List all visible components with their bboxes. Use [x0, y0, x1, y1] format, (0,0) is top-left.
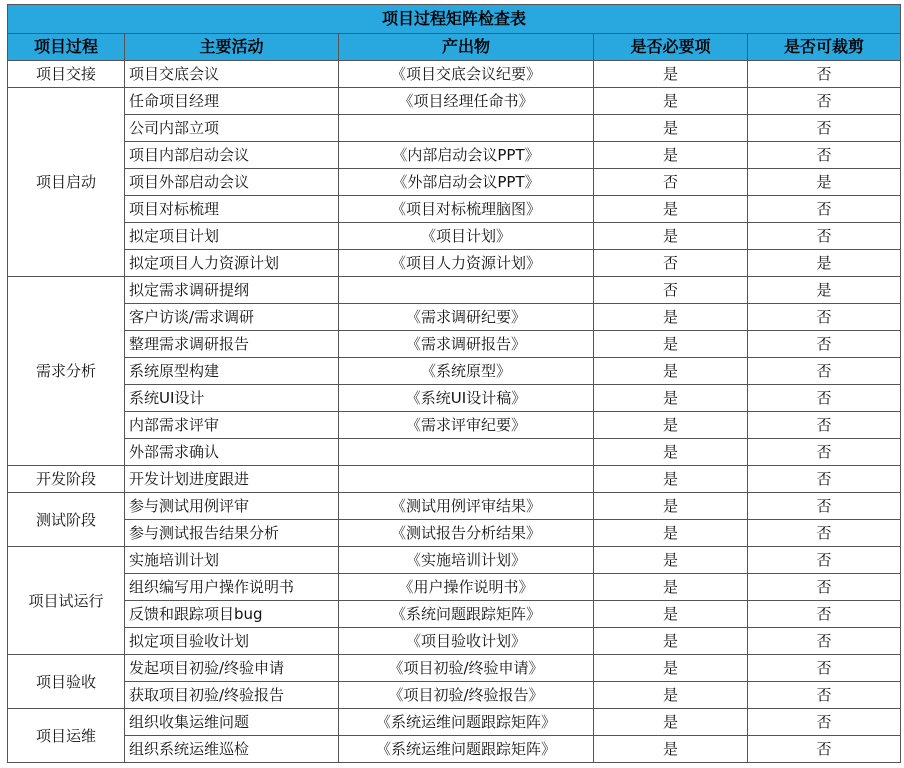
output-cell: 《内部启动会议PPT》 [339, 142, 594, 169]
tailorable-cell: 否 [748, 520, 901, 547]
activity-cell: 项目外部启动会议 [125, 169, 339, 196]
tailorable-cell: 否 [748, 601, 901, 628]
header-required: 是否必要项 [594, 34, 748, 61]
activity-cell: 内部需求评审 [125, 412, 339, 439]
output-cell: 《系统问题跟踪矩阵》 [339, 601, 594, 628]
tailorable-cell: 是 [748, 169, 901, 196]
activity-cell: 获取项目初验/终验报告 [125, 682, 339, 709]
output-cell [339, 277, 594, 304]
output-cell: 《需求调研报告》 [339, 331, 594, 358]
activity-cell: 项目对标梳理 [125, 196, 339, 223]
header-phase: 项目过程 [8, 34, 125, 61]
tailorable-cell: 否 [748, 466, 901, 493]
activity-cell: 整理需求调研报告 [125, 331, 339, 358]
required-cell: 是 [594, 520, 748, 547]
table-row [8, 223, 901, 250]
output-cell: 《项目初验/终验报告》 [339, 682, 594, 709]
required-cell: 是 [594, 115, 748, 142]
tailorable-cell: 否 [748, 115, 901, 142]
output-cell: 《项目对标梳理脑图》 [339, 196, 594, 223]
table-row [8, 439, 901, 466]
table-row [8, 736, 901, 763]
tailorable-cell: 否 [748, 196, 901, 223]
header-output: 产出物 [339, 34, 594, 61]
tailorable-cell: 是 [748, 277, 901, 304]
table-row [8, 250, 901, 277]
table-row [8, 196, 901, 223]
tailorable-cell: 否 [748, 709, 901, 736]
output-cell [339, 466, 594, 493]
activity-cell: 发起项目初验/终验申请 [125, 655, 339, 682]
header-activity: 主要活动 [125, 34, 339, 61]
table-row [8, 709, 901, 736]
phase-cell: 测试阶段 [8, 493, 125, 547]
tailorable-cell: 否 [748, 574, 901, 601]
output-cell: 《需求评审纪要》 [339, 412, 594, 439]
required-cell: 是 [594, 736, 748, 763]
table-row [8, 547, 901, 574]
output-cell: 《系统UI设计稿》 [339, 385, 594, 412]
required-cell: 是 [594, 466, 748, 493]
required-cell: 是 [594, 331, 748, 358]
activity-cell: 系统UI设计 [125, 385, 339, 412]
output-cell: 《项目经理任命书》 [339, 88, 594, 115]
tailorable-cell: 否 [748, 439, 901, 466]
activity-cell: 任命项目经理 [125, 88, 339, 115]
required-cell: 是 [594, 142, 748, 169]
phase-cell: 开发阶段 [8, 466, 125, 493]
required-cell: 否 [594, 250, 748, 277]
tailorable-cell: 否 [748, 358, 901, 385]
activity-cell: 参与测试报告结果分析 [125, 520, 339, 547]
table-title: 项目过程矩阵检查表 [8, 5, 901, 34]
phase-cell: 需求分析 [8, 277, 125, 466]
output-cell: 《项目交底会议纪要》 [339, 61, 594, 88]
tailorable-cell: 否 [748, 142, 901, 169]
table-row [8, 628, 901, 655]
output-cell: 《项目人力资源计划》 [339, 250, 594, 277]
required-cell: 是 [594, 304, 748, 331]
output-cell: 《需求调研纪要》 [339, 304, 594, 331]
table-row [8, 682, 901, 709]
required-cell: 是 [594, 412, 748, 439]
required-cell: 是 [594, 709, 748, 736]
tailorable-cell: 否 [748, 331, 901, 358]
tailorable-cell: 否 [748, 385, 901, 412]
required-cell: 是 [594, 61, 748, 88]
tailorable-cell: 否 [748, 493, 901, 520]
required-cell: 是 [594, 655, 748, 682]
table-row [8, 574, 901, 601]
table-row [8, 304, 901, 331]
table-row [8, 493, 901, 520]
required-cell: 是 [594, 88, 748, 115]
phase-cell: 项目运维 [8, 709, 125, 763]
tailorable-cell: 否 [748, 655, 901, 682]
required-cell: 是 [594, 196, 748, 223]
output-cell: 《项目计划》 [339, 223, 594, 250]
output-cell: 《系统运维问题跟踪矩阵》 [339, 736, 594, 763]
table-row [8, 385, 901, 412]
table-row [8, 655, 901, 682]
table-row [8, 358, 901, 385]
required-cell: 是 [594, 493, 748, 520]
activity-cell: 组织收集运维问题 [125, 709, 339, 736]
required-cell: 是 [594, 223, 748, 250]
table-row [8, 466, 901, 493]
table-row [8, 115, 901, 142]
title-row [8, 5, 901, 34]
output-cell: 《实施培训计划》 [339, 547, 594, 574]
tailorable-cell: 否 [748, 547, 901, 574]
phase-cell: 项目验收 [8, 655, 125, 709]
activity-cell: 客户访谈/需求调研 [125, 304, 339, 331]
table-row [8, 601, 901, 628]
table-row [8, 277, 901, 304]
output-cell: 《项目验收计划》 [339, 628, 594, 655]
phase-cell: 项目交接 [8, 61, 125, 88]
required-cell: 是 [594, 682, 748, 709]
output-cell: 《项目初验/终验申请》 [339, 655, 594, 682]
tailorable-cell: 否 [748, 61, 901, 88]
required-cell: 否 [594, 169, 748, 196]
table-row [8, 169, 901, 196]
activity-cell: 组织系统运维巡检 [125, 736, 339, 763]
tailorable-cell: 是 [748, 250, 901, 277]
activity-cell: 实施培训计划 [125, 547, 339, 574]
tailorable-cell: 否 [748, 88, 901, 115]
required-cell: 是 [594, 439, 748, 466]
required-cell: 否 [594, 277, 748, 304]
header-tailorable: 是否可裁剪 [748, 34, 901, 61]
required-cell: 是 [594, 628, 748, 655]
tailorable-cell: 否 [748, 628, 901, 655]
table-row [8, 331, 901, 358]
phase-cell: 项目试运行 [8, 547, 125, 655]
phase-cell: 项目启动 [8, 88, 125, 277]
output-cell: 《系统原型》 [339, 358, 594, 385]
output-cell: 《外部启动会议PPT》 [339, 169, 594, 196]
activity-cell: 参与测试用例评审 [125, 493, 339, 520]
output-cell: 《测试用例评审结果》 [339, 493, 594, 520]
output-cell: 《测试报告分析结果》 [339, 520, 594, 547]
activity-cell: 系统原型构建 [125, 358, 339, 385]
activity-cell: 反馈和跟踪项目bug [125, 601, 339, 628]
required-cell: 是 [594, 358, 748, 385]
activity-cell: 开发计划进度跟进 [125, 466, 339, 493]
activity-cell: 拟定项目计划 [125, 223, 339, 250]
activity-cell: 组织编写用户操作说明书 [125, 574, 339, 601]
activity-cell: 拟定项目人力资源计划 [125, 250, 339, 277]
table-row [8, 520, 901, 547]
required-cell: 是 [594, 547, 748, 574]
activity-cell: 外部需求确认 [125, 439, 339, 466]
required-cell: 是 [594, 601, 748, 628]
activity-cell: 公司内部立项 [125, 115, 339, 142]
required-cell: 是 [594, 385, 748, 412]
activity-cell: 项目交底会议 [125, 61, 339, 88]
tailorable-cell: 否 [748, 223, 901, 250]
table-row [8, 88, 901, 115]
output-cell [339, 115, 594, 142]
table-row [8, 412, 901, 439]
output-cell: 《系统运维问题跟踪矩阵》 [339, 709, 594, 736]
output-cell [339, 439, 594, 466]
tailorable-cell: 否 [748, 304, 901, 331]
activity-cell: 拟定项目验收计划 [125, 628, 339, 655]
tailorable-cell: 否 [748, 412, 901, 439]
process-matrix-table [7, 4, 901, 763]
tailorable-cell: 否 [748, 736, 901, 763]
header-row [8, 34, 901, 61]
output-cell: 《用户操作说明书》 [339, 574, 594, 601]
activity-cell: 项目内部启动会议 [125, 142, 339, 169]
required-cell: 是 [594, 574, 748, 601]
table-row [8, 142, 901, 169]
tailorable-cell: 否 [748, 682, 901, 709]
table-row [8, 61, 901, 88]
table-body [8, 61, 901, 763]
activity-cell: 拟定需求调研提纲 [125, 277, 339, 304]
